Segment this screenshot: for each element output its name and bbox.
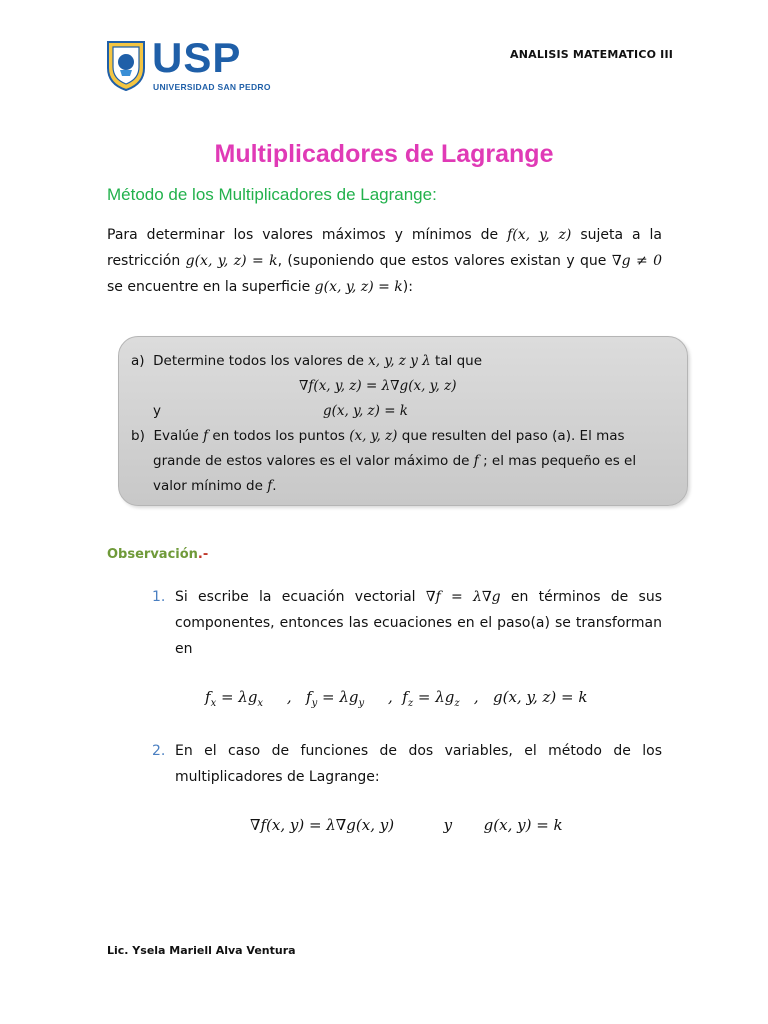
step-b-line-3: valor mínimo de f. [153,478,277,494]
method-box [118,336,688,506]
item-text-2: En el caso de funciones de dos variables, el método de los multiplicadores de Lagrange: [175,743,662,785]
conjunction-y: y [153,403,161,419]
equation-constraint: g(x, y, z) = k [323,403,408,419]
logo-wordmark: USP [152,34,242,81]
step-b-line: b) Evalúe f en todos los puntos (x, y, z) que resulten del paso (a). El mas [131,428,625,444]
course-header: ANALISIS MATEMATICO III [510,48,674,61]
footer-author: Lic. Ysela Mariell Alva Ventura [107,944,296,957]
two-variable-equations: ∇f(x, y) = λ∇g(x, y) y g(x, y) = k [250,816,563,834]
item-number-1: 1. [152,589,166,605]
section-subtitle: Método de los Multiplicadores de Lagrange: [107,185,437,204]
equation-gradient: ∇f(x, y, z) = λ∇g(x, y, z) [299,378,457,394]
item-text-1: Si escribe la ecuación vectorial ∇f = λ∇g en términos de sus componentes, entonces las ecuaciones en el paso(a) se transforman en [175,589,662,657]
component-equations: $f_x = \lambda g_x$ , $f_y = \lambda g_y$ , $f_z = \lambda g_z$ , g(x, y, z) = k [205,688,588,709]
university-seal-icon [104,38,148,92]
step-a-line: a) Determine todos los valores de x, y, z y λ tal que [131,353,483,369]
item-number-2: 2. [152,743,166,759]
page-title: Multiplicadores de Lagrange [214,140,554,168]
logo-subtitle: UNIVERSIDAD SAN PEDRO [153,82,271,92]
intro-paragraph: Para determinar los valores máximos y mínimos de f(x, y, z) sujeta a la restricción g(x, y, z) = k, (suponiendo que estos valores existan y que ∇g ≠ 0 se encuentre en la superficie g(x, y, z) = k): [107,227,663,295]
observation-heading: Observación.- [107,547,209,562]
step-b-line-2: grande de estos valores es el valor máximo de f ; el mas pequeño es el [153,453,637,469]
